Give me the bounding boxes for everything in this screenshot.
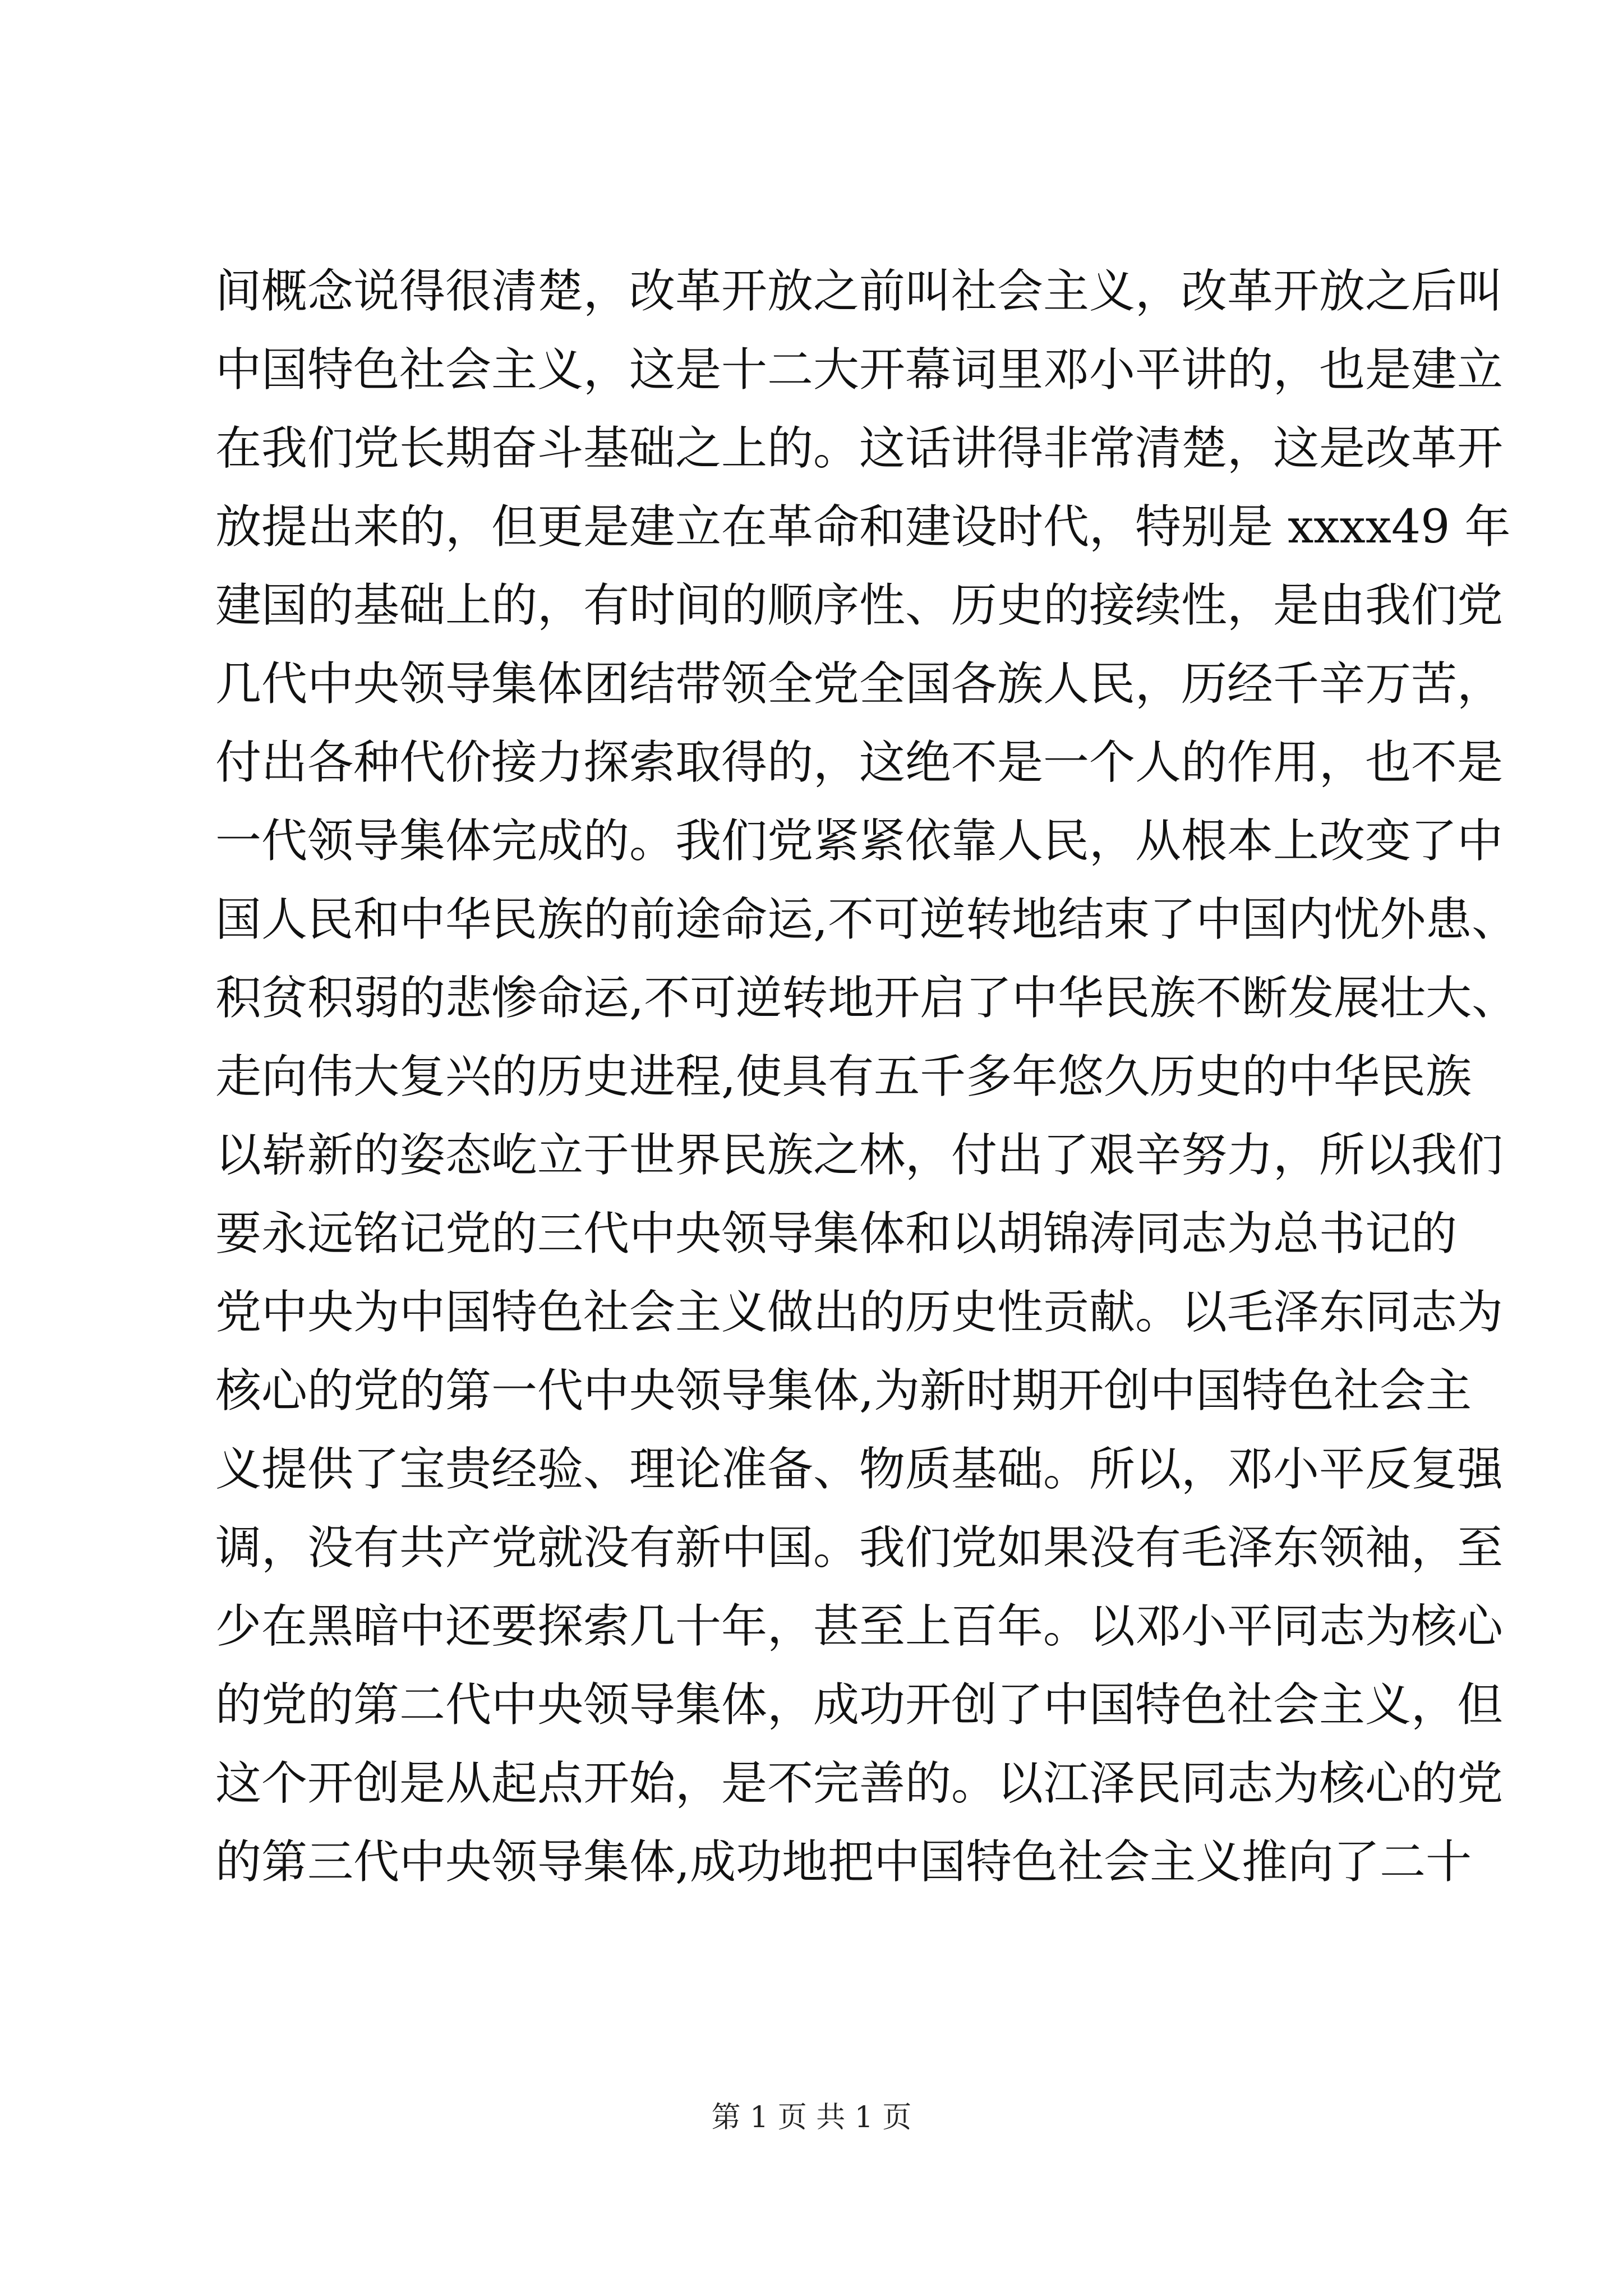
text-line: 一代领导集体完成的。我们党紧紧依靠人民，从根本上改变了中 [215,815,1504,868]
text-line: 在我们党长期奋斗基础之上的。这话讲得非常清楚，这是改革开 [215,422,1504,475]
text-line: 中国特色社会主义，这是十二大开幕词里邓小平讲的，也是建立 [215,343,1504,397]
text-line: 这个开创是从起点开始，是不完善的。以江泽民同志为核心的党 [215,1757,1504,1810]
text-line: 的党的第二代中央领导集体，成功开创了中国特色社会主义，但 [215,1678,1504,1732]
text-line: 党中央为中国特色社会主义做出的历史性贡献。以毛泽东同志为 [215,1286,1504,1339]
text-line: 要永远铭记党的三代中央领导集体和以胡锦涛同志为总书记的 [215,1207,1458,1260]
text-line: 间概念说得很清楚，改革开放之前叫社会主义，改革开放之后叫 [215,265,1504,318]
text-line: 建国的基础上的，有时间的顺序性、历史的接续性，是由我们党 [215,579,1504,632]
text-line: 走向伟大复兴的历史进程,使具有五千多年悠久历史的中华民族 [215,1050,1472,1103]
text-line: 付出各种代价接力探索取得的，这绝不是一个人的作用，也不是 [215,736,1504,789]
page-number-footer: 第 1 页 共 1 页 [711,2101,912,2134]
text-line: 以崭新的姿态屹立于世界民族之林，付出了艰辛努力，所以我们 [215,1129,1504,1182]
text-line: 国人民和中华民族的前途命运,不可逆转地结束了中国内忧外患、 [215,893,1518,946]
body-text [215,252,1518,1902]
text-line: 放提出来的，但更是建立在革命和建设时代，特别是 xxxx49 年 [215,500,1511,554]
text-line: 义提供了宝贵经验、理论准备、物质基础。所以，邓小平反复强 [215,1443,1504,1496]
text-line: 积贫积弱的悲惨命运,不可逆转地开启了中华民族不断发展壮大、 [215,972,1518,1025]
text-line: 调，没有共产党就没有新中国。我们党如果没有毛泽东领袖，至 [215,1521,1504,1575]
text-line: 几代中央领导集体团结带领全党全国各族人民，历经千辛万苦， [215,657,1504,711]
text-line: 核心的党的第一代中央领导集体,为新时期开创中国特色社会主 [215,1364,1472,1418]
text-line: 少在黑暗中还要探索几十年，甚至上百年。以邓小平同志为核心 [215,1600,1504,1653]
text-line: 的第三代中央领导集体,成功地把中国特色社会主义推向了二十 [215,1835,1472,1889]
